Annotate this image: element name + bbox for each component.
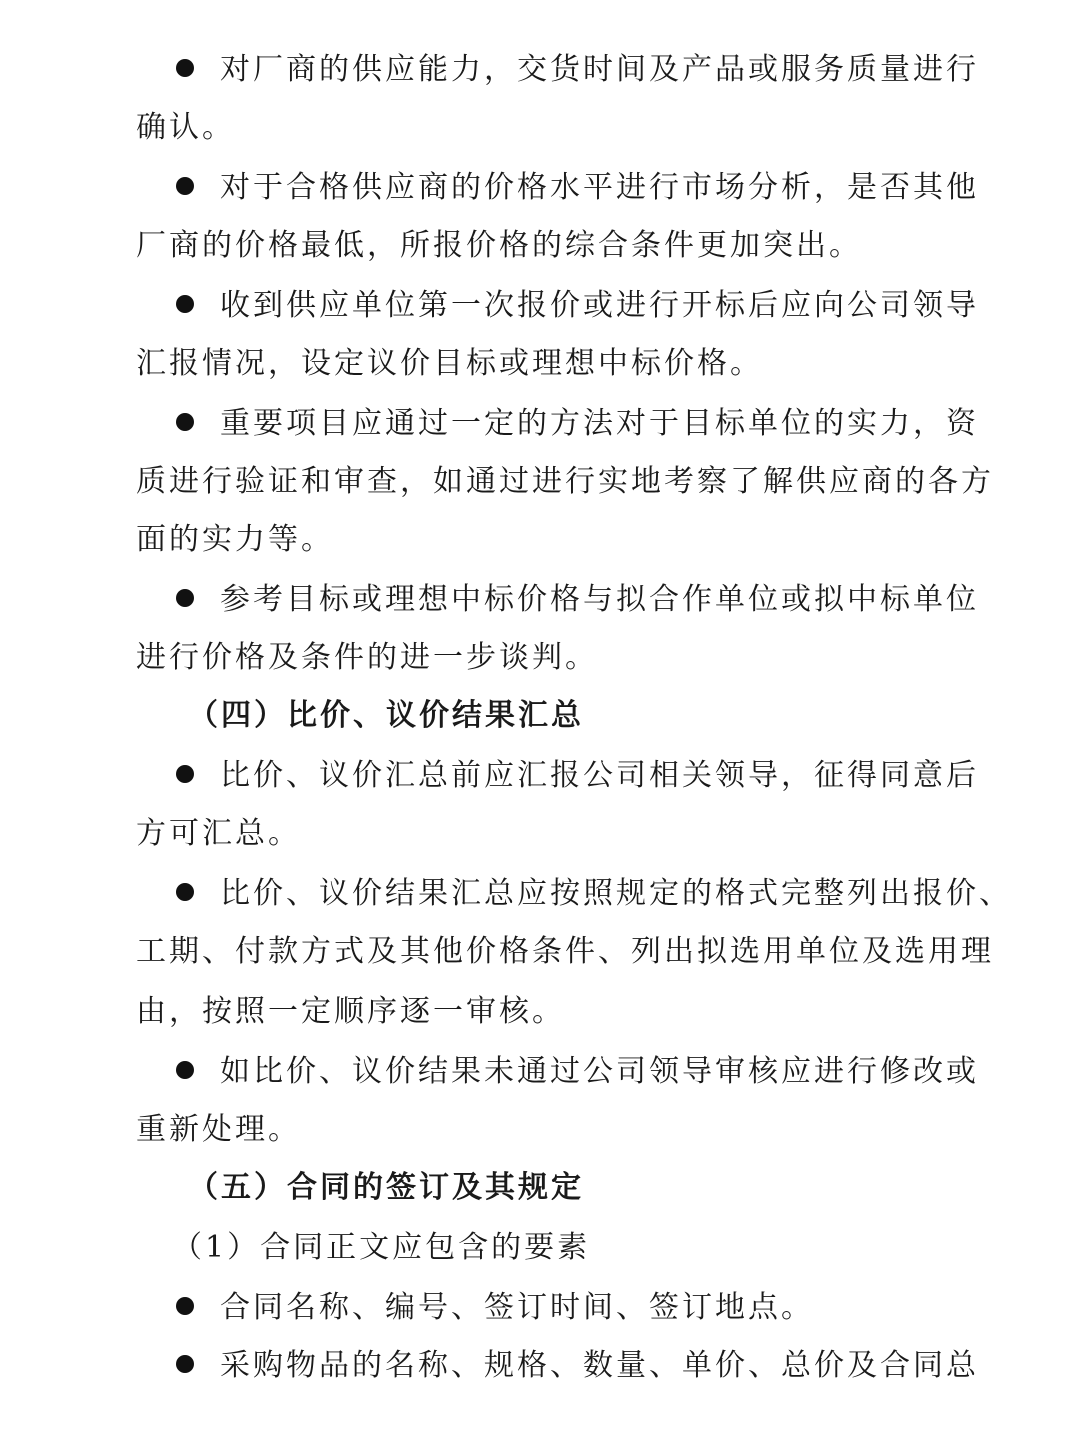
paragraph-text: 如比价、议价结果未通过公司领导审核应进行修改或 xyxy=(220,1054,979,1089)
paragraph-text: 对厂商的供应能力，交货时间及产品或服务质量进行 xyxy=(220,52,979,87)
paragraph-continuation: 厂商的价格最低，所报价格的综合条件更加突出。 xyxy=(136,228,862,263)
paragraph-continuation: 由，按照一定顺序逐一审核。 xyxy=(136,994,565,1029)
paragraph-continuation: 方可汇总。 xyxy=(136,816,301,851)
paragraph-continuation: 确认。 xyxy=(136,110,235,145)
bullet-dot-icon xyxy=(176,413,194,431)
bullet-dot-icon xyxy=(176,1061,194,1079)
bullet-line xyxy=(176,1050,996,1094)
paragraph-continuation: 进行价格及条件的进一步谈判。 xyxy=(136,640,598,675)
bullet-dot-icon xyxy=(176,765,194,783)
paragraph-text: 收到供应单位第一次报价或进行开标后应向公司领导 xyxy=(220,288,979,323)
section-heading: （五）合同的签订及其规定 xyxy=(188,1170,584,1205)
bullet-line xyxy=(176,872,1012,916)
paragraph-continuation: 工期、付款方式及其他价格条件、列出拟选用单位及选用理 xyxy=(136,934,994,969)
bullet-dot-icon xyxy=(176,1297,194,1315)
bullet-line xyxy=(176,1344,996,1388)
bullet-dot-icon xyxy=(176,589,194,607)
paragraph-text: 合同名称、编号、签订时间、签订地点。 xyxy=(220,1290,814,1325)
bullet-line xyxy=(176,48,996,92)
paragraph-text: 比价、议价结果汇总应按照规定的格式完整列出报价、 xyxy=(220,876,1012,911)
bullet-line xyxy=(176,166,996,210)
bullet-line xyxy=(176,578,996,622)
paragraph-text: 对于合格供应商的价格水平进行市场分析，是否其他 xyxy=(220,170,979,205)
bullet-dot-icon xyxy=(176,1355,194,1373)
section-heading: （四）比价、议价结果汇总 xyxy=(188,698,584,733)
paragraph-text: 参考目标或理想中标价格与拟合作单位或拟中标单位 xyxy=(220,582,979,617)
bullet-dot-icon xyxy=(176,59,194,77)
bullet-dot-icon xyxy=(176,177,194,195)
bullet-line xyxy=(176,402,996,446)
paragraph-continuation: 汇报情况，设定议价目标或理想中标价格。 xyxy=(136,346,763,381)
bullet-line xyxy=(176,754,996,798)
paragraph-continuation: 质进行验证和审查，如通过进行实地考察了解供应商的各方 xyxy=(136,464,994,499)
paragraph-continuation: 面的实力等。 xyxy=(136,522,334,557)
paragraph-text: 重要项目应通过一定的方法对于目标单位的实力，资 xyxy=(220,406,979,441)
paragraph-text: 采购物品的名称、规格、数量、单价、总价及合同总 xyxy=(220,1348,979,1383)
paragraph-text: 比价、议价汇总前应汇报公司相关领导，征得同意后 xyxy=(220,758,979,793)
bullet-line xyxy=(176,284,996,328)
bullet-dot-icon xyxy=(176,295,194,313)
bullet-dot-icon xyxy=(176,883,194,901)
subsection-heading: （1）合同正文应包含的要素 xyxy=(172,1230,591,1265)
paragraph-continuation: 重新处理。 xyxy=(136,1112,301,1147)
bullet-line xyxy=(176,1286,996,1330)
